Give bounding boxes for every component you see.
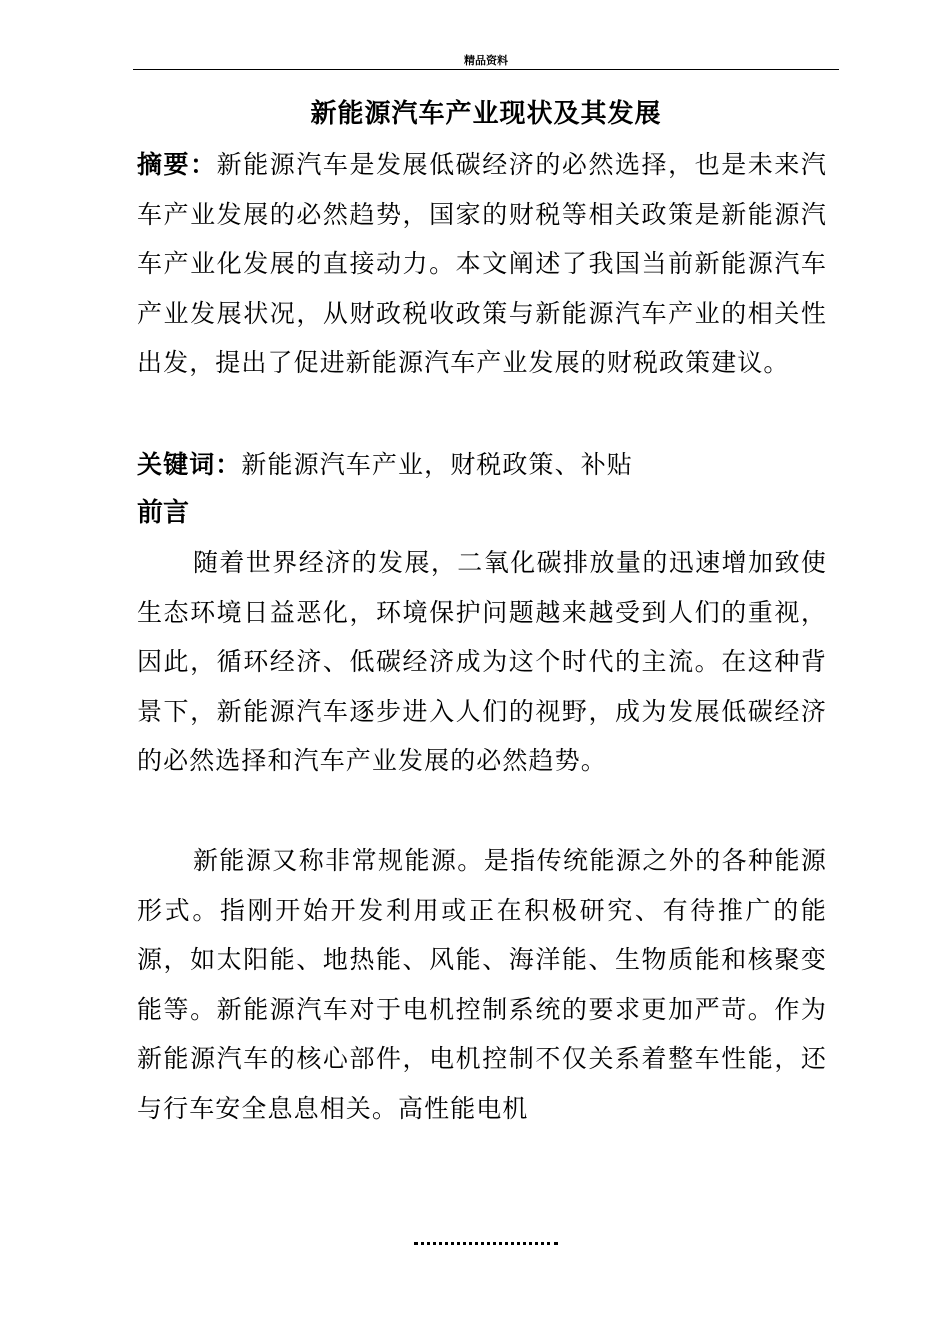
abstract-text: 新能源汽车是发展低碳经济的必然选择，也是未来汽车产业发展的必然趋势，国家的财税等相关政策是新能源汽车产业化发展的直接动力。本文阐述了我国当前新能源汽车产业发展状况，从财政税收政策与新能源汽车产业的相关性出发，提出了促进新能源汽车产业发展的财税政策建议。 [137, 150, 827, 377]
footer-dotted-rule [414, 1242, 558, 1248]
section-heading: 前言 [137, 498, 190, 528]
keywords-paragraph [137, 440, 827, 490]
body-paragraph: 随着世界经济的发展，二氧化碳排放量的迅速增加致使生态环境日益恶化，环境保护问题越来越受到人们的重视，因此，循环经济、低碳经济成为这个时代的主流。在这种背景下，新能源汽车逐步进入人们的视野，成为发展低碳经济的必然选择和汽车产业发展的必然趋势。 [137, 548, 827, 775]
body-paragraph: 新能源又称非常规能源。是指传统能源之外的各种能源形式。指刚开始开发利用或正在积极研究、有待推广的能源，如太阳能、地热能、风能、海洋能、生物质能和核聚变能等。新能源汽车对于电机控制系统的要求更加严苛。作为新能源汽车的核心部件，电机控制不仅关系着整车性能，还与行车安全息息相关。高性能电机 [137, 846, 827, 1123]
document-title: 新能源汽车产业现状及其发展 [310, 99, 662, 129]
keywords-label: 关键词： [137, 450, 242, 479]
header-label: 精品资料 [464, 54, 508, 67]
page-header [133, 54, 839, 70]
abstract-paragraph [137, 140, 827, 388]
abstract-label: 摘要： [137, 150, 217, 179]
keywords-text: 新能源汽车产业，财税政策、补贴 [241, 450, 633, 479]
